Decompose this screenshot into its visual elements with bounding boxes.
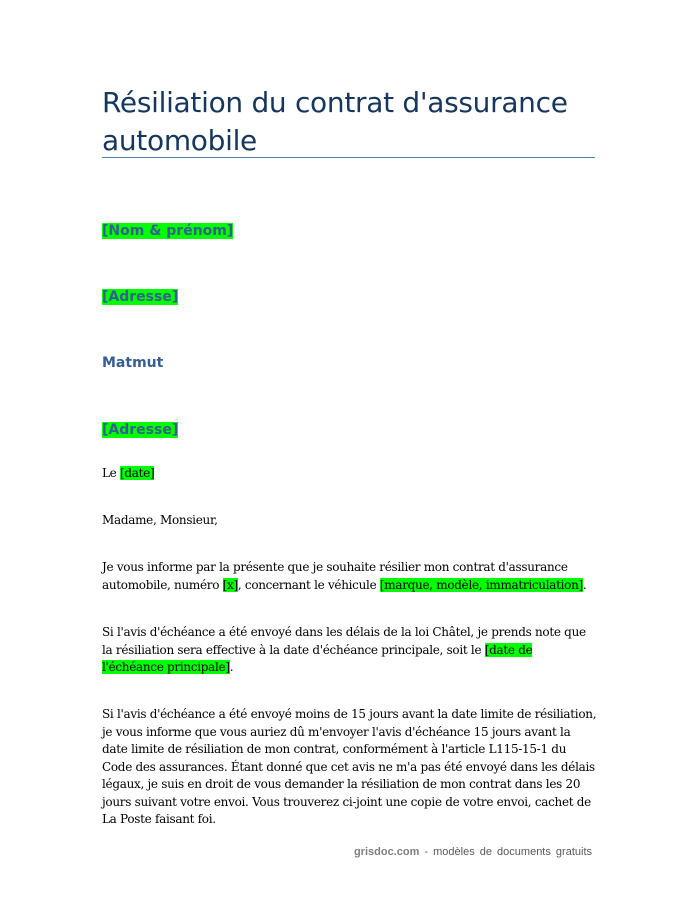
date-prefix: Le — [102, 466, 120, 480]
date-line — [102, 465, 597, 483]
paragraph-2 — [102, 624, 597, 677]
recipient-address-placeholder: [Adresse] — [102, 422, 179, 438]
footer-brand-link[interactable]: grisdoc.com — [353, 846, 420, 858]
paragraph-3: Si l'avis d'échéance a été envoyé moins de 15 jours avant la date limite de résiliation, je vous informe que vous auriez dû m'envoyer l'avis d'échéance 15 jours avant la date limite de résiliation de mon contrat, conformément à l'article L115-15-1 du Code des assurances. Étant donné que cet avis ne m'a pas été envoyé dans les délais légaux, je suis en droit de vous demander la résiliation de mon contrat dans les 20 jours suivant votre envoi. Vous trouverez ci-joint une copie de votre envoi, cachet de La Poste faisant foi. — [102, 707, 597, 826]
sender-address-placeholder: [Adresse] — [102, 289, 179, 305]
paragraph-1-text-a: Je vous informe par la présente que je souhaite résilier mon contrat d'assurance automobile, numéro — [102, 560, 568, 592]
recipient-company-heading: Matmut — [102, 355, 164, 371]
paragraph-1-text-c: . — [582, 577, 587, 592]
recipient-address-heading — [102, 421, 178, 440]
document-title: Résiliation du contrat d'assurance automobile — [102, 86, 568, 157]
contract-number-placeholder: [x] — [222, 577, 238, 592]
salutation: Madame, Monsieur, — [102, 513, 218, 527]
vehicle-placeholder: [marque, modèle, immatriculation] — [379, 577, 583, 592]
paragraph-1 — [102, 559, 597, 594]
sender-name-heading — [102, 222, 233, 241]
paragraph-2-text-b: . — [229, 660, 234, 674]
paragraph-1-text-b: , concernant le véhicule — [237, 577, 380, 592]
paragraph-2-text-a: Si l'avis d'échéance a été envoyé dans les délais de la loi Châtel, je prends note que la résiliation sera effective à la date d'échéance principale, soit le — [102, 625, 586, 657]
sender-address-heading — [102, 288, 178, 307]
footer — [354, 846, 592, 858]
date-placeholder: [date] — [120, 466, 155, 480]
sender-name-placeholder: [Nom & prénom] — [102, 223, 234, 239]
title-divider — [102, 157, 595, 158]
footer-tagline: - modèles de documents gratuits — [419, 846, 592, 858]
due-date-placeholder: [date de l'échéance principale] — [102, 642, 533, 674]
